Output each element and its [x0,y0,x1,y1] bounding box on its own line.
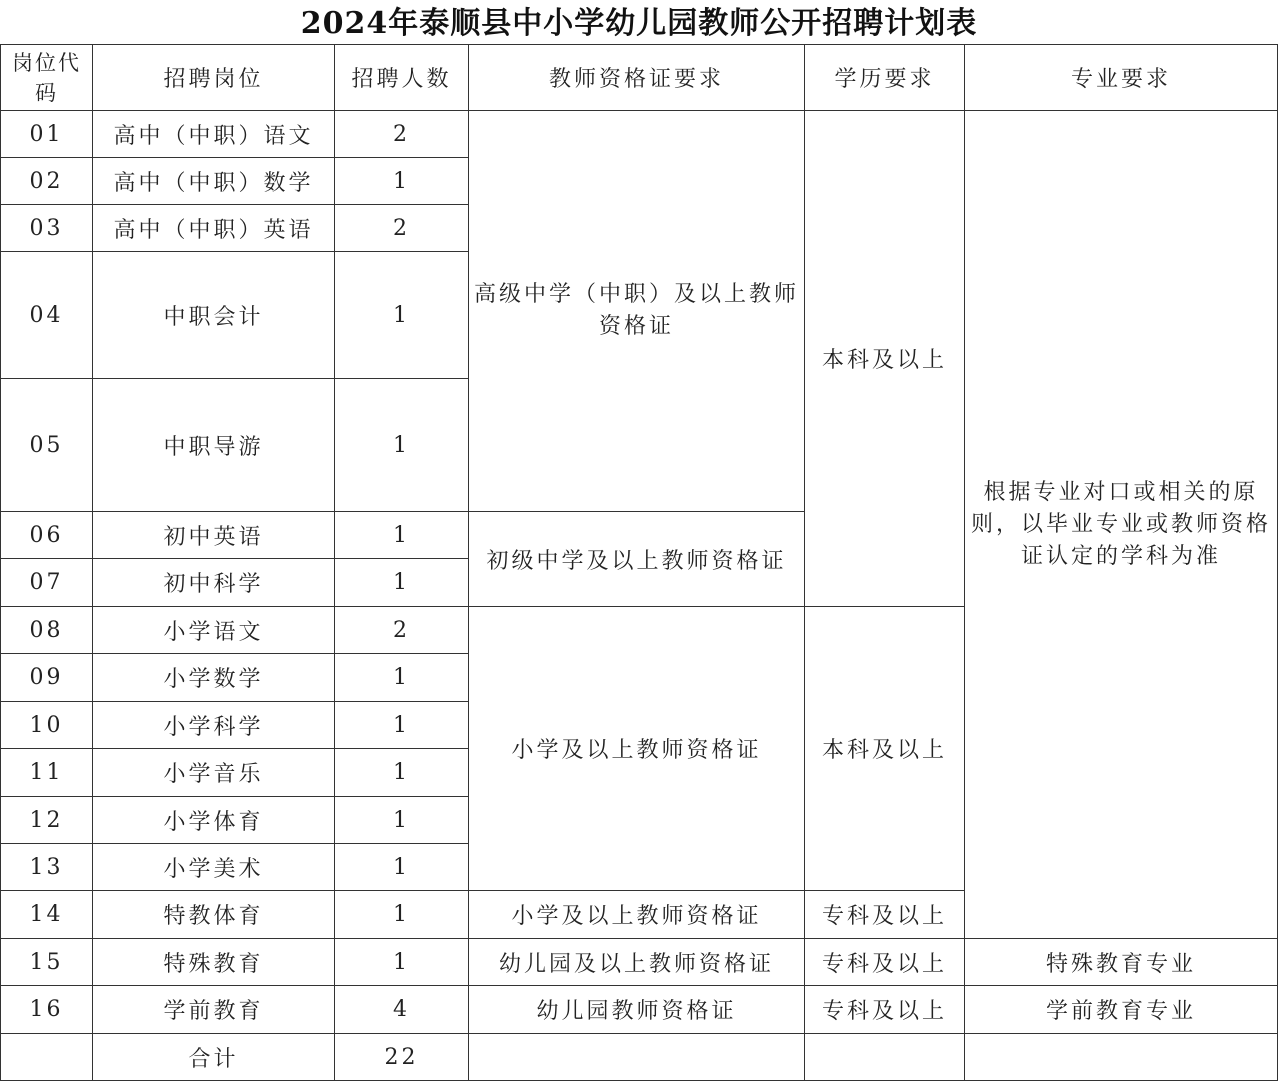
row-position: 学前教育 [93,986,335,1034]
edu-primary-cell: 本科及以上 [805,607,965,891]
row-count: 1 [335,654,469,702]
row-code: 02 [1,158,93,205]
row-code: 05 [1,379,93,512]
edu-special-pe-cell: 专科及以上 [805,891,965,939]
header-row [1,45,1278,111]
row-code: 14 [1,891,93,939]
page-title: 2024年泰顺县中小学幼儿园教师公开招聘计划表 [300,6,978,41]
row-code: 11 [1,749,93,797]
header-code: 岗位代码 [1,45,93,111]
row-count: 1 [335,559,469,607]
total-code-empty [1,1034,93,1081]
edu-preschool-cell: 专科及以上 [805,986,965,1034]
row-count: 1 [335,252,469,379]
cert-junior-cell: 初级中学及以上教师资格证 [469,512,805,607]
major-special-ed-cell: 特殊教育专业 [965,939,1278,986]
major-preschool-cell: 学前教育专业 [965,986,1278,1034]
row-code: 08 [1,607,93,654]
recruitment-plan-table [0,44,1278,1081]
row-code: 07 [1,559,93,607]
row-code: 04 [1,252,93,379]
cert-preschool-cell: 幼儿园教师资格证 [469,986,805,1034]
row-position: 小学音乐 [93,749,335,797]
row-count: 1 [335,844,469,891]
header-education: 学历要求 [805,45,965,111]
header-major: 专业要求 [965,45,1278,111]
total-label: 合计 [93,1034,335,1081]
row-count: 2 [335,205,469,252]
header-count: 招聘人数 [335,45,469,111]
row-position: 特教体育 [93,891,335,939]
row-count: 1 [335,797,469,844]
header-certificate: 教师资格证要求 [469,45,805,111]
total-major-empty [965,1034,1278,1081]
row-count: 1 [335,379,469,512]
row-position: 初中英语 [93,512,335,559]
row-position: 高中（中职）英语 [93,205,335,252]
row-position: 小学美术 [93,844,335,891]
cert-primary-cell: 小学及以上教师资格证 [469,607,805,891]
row-count: 2 [335,607,469,654]
table-row [1,111,1278,158]
row-position: 高中（中职）语文 [93,111,335,158]
row-count: 1 [335,939,469,986]
row-code: 16 [1,986,93,1034]
cert-special-ed-cell: 幼儿园及以上教师资格证 [469,939,805,986]
header-position: 招聘岗位 [93,45,335,111]
row-code: 09 [1,654,93,702]
row-count: 1 [335,702,469,749]
row-position: 高中（中职）数学 [93,158,335,205]
major-general-cell: 根据专业对口或相关的原则，以毕业专业或教师资格证认定的学科为准 [965,111,1278,939]
row-count: 4 [335,986,469,1034]
cert-senior-cell: 高级中学（中职）及以上教师资格证 [469,111,805,512]
total-row [1,1034,1278,1081]
total-cert-empty [469,1034,805,1081]
row-position: 小学体育 [93,797,335,844]
row-code: 01 [1,111,93,158]
edu-special-ed-cell: 专科及以上 [805,939,965,986]
row-code: 15 [1,939,93,986]
table-row [1,986,1278,1034]
row-position: 初中科学 [93,559,335,607]
table-row [1,939,1278,986]
edu-secondary-cell: 本科及以上 [805,111,965,607]
row-code: 12 [1,797,93,844]
cert-special-pe-cell: 小学及以上教师资格证 [469,891,805,939]
row-position: 特殊教育 [93,939,335,986]
row-code: 03 [1,205,93,252]
row-position: 小学语文 [93,607,335,654]
row-code: 10 [1,702,93,749]
total-edu-empty [805,1034,965,1081]
row-count: 1 [335,891,469,939]
row-position: 中职导游 [93,379,335,512]
row-code: 13 [1,844,93,891]
row-code: 06 [1,512,93,559]
row-count: 2 [335,111,469,158]
row-position: 中职会计 [93,252,335,379]
row-position: 小学数学 [93,654,335,702]
total-count: 22 [335,1034,469,1081]
row-count: 1 [335,158,469,205]
row-count: 1 [335,749,469,797]
row-position: 小学科学 [93,702,335,749]
row-count: 1 [335,512,469,559]
